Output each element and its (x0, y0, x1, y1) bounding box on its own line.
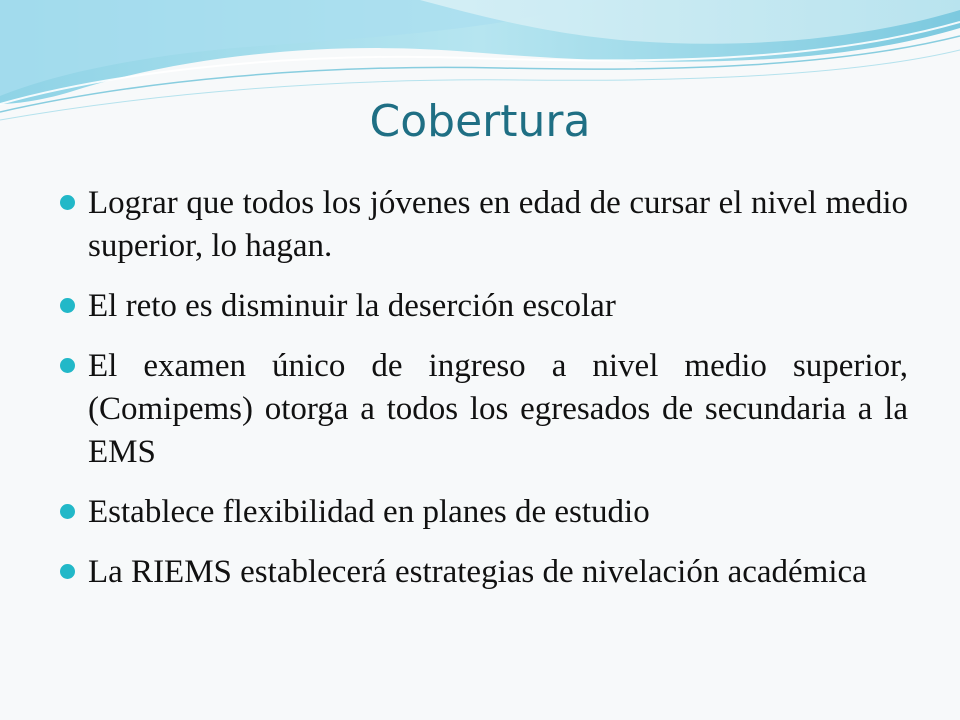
bullet-dot-icon (60, 298, 75, 313)
bullet-item (60, 551, 908, 594)
bullet-text: El reto es disminuir la deserción escolar (88, 288, 616, 324)
bullet-dot-icon (60, 564, 75, 579)
bullet-text: Lograr que todos los jóvenes en edad de cursar el nivel medio superior, lo hagan. (88, 185, 908, 264)
bullet-text: La RIEMS establecerá estrategias de nivelación académica (88, 554, 867, 590)
bullet-text: El examen único de ingreso a nivel medio superior, (Comipems) otorga a todos los egresados de secundaria a la EMS (88, 348, 908, 470)
bullet-text: Establece flexibilidad en planes de estudio (88, 494, 650, 530)
bullet-dot-icon (60, 195, 75, 210)
bullet-item (60, 182, 908, 268)
bullet-item (60, 345, 908, 474)
bullet-item (60, 491, 908, 534)
bullet-list (60, 182, 908, 611)
bullet-dot-icon (60, 358, 75, 373)
bullet-dot-icon (60, 504, 75, 519)
bullet-item (60, 285, 908, 328)
slide-title: Cobertura (369, 96, 591, 147)
